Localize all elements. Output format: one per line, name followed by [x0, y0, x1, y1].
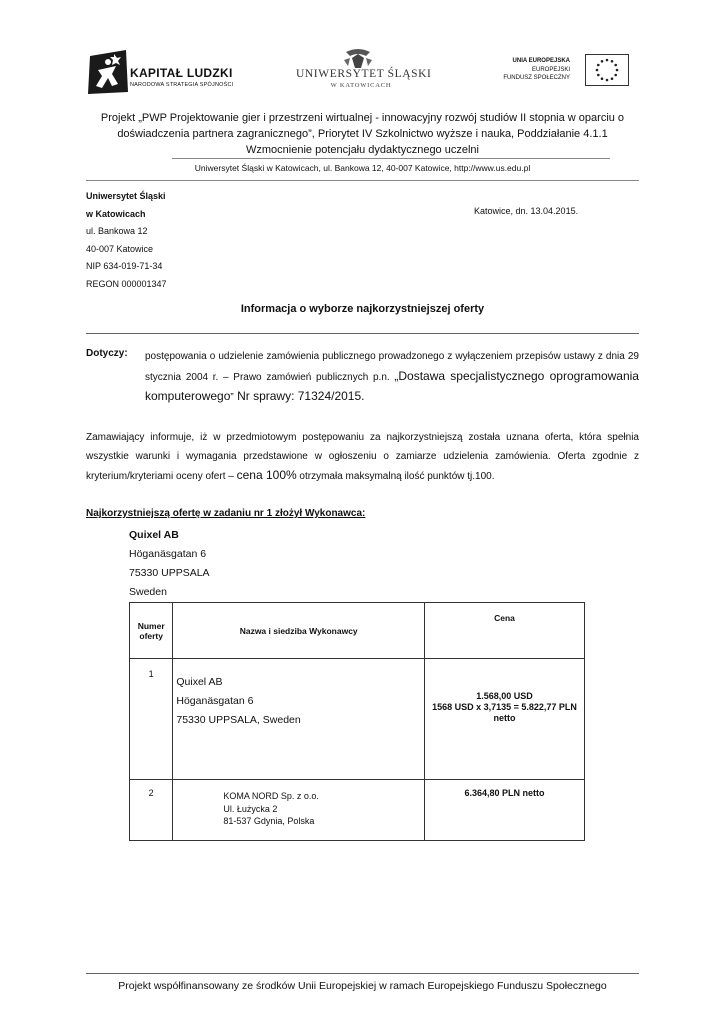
subject-title: „Dostawa specjalistycznego oprogramowania komputerowego: [145, 368, 639, 403]
university-emblem-icon: [338, 48, 378, 70]
university-city: W KATOWICACH: [330, 82, 392, 89]
row-price: [424, 659, 584, 780]
eu-fund-line1: EUROPEJSKI: [531, 67, 570, 73]
row-name-l2: Höganäsgatan 6: [176, 695, 254, 707]
row-name-l2: Ul. Łużycka 2: [223, 803, 278, 814]
offers-table: [129, 602, 585, 841]
document-date: Katowice, dn. 13.04.2015.: [474, 206, 579, 216]
row-price-l2: 1568 USD x 3,7135 = 5.822,77 PLN: [432, 702, 577, 712]
header-number-l1: Numer: [137, 620, 165, 631]
criterion: cena 100%: [236, 468, 297, 482]
row-price-l3: netto: [493, 713, 516, 723]
header-number-l2: oferty: [139, 630, 163, 641]
divider: [172, 158, 610, 159]
sender-street: ul. Bankowa 12: [86, 226, 148, 236]
table-header-row: [130, 603, 585, 659]
sender-postal: 40-007 Katowice: [86, 243, 154, 254]
sender-nip: NIP 634-019-71-34: [86, 261, 163, 271]
divider: [86, 973, 639, 974]
row-price: 6.364,80 PLN netto: [424, 780, 584, 841]
winner-city: 75330 UPPSALA: [129, 567, 210, 579]
winner-street: Höganäsgatan 6: [129, 548, 207, 560]
project-line-3: Wzmocnienie potencjału dydaktycznego uczelni: [246, 144, 479, 156]
paragraph-text-a: Zamawiający informuje, iż w przedmiotowym postępowaniu za najkorzystniejszą została uznana oferta, która spełnia wszystkie warunki i wymagania przedstawione w ogłoszeniu o zamiarze udzielenia zamówienia. Oferta zgodnie z kryterium/kryteriami oceny ofert –: [86, 432, 639, 482]
info-paragraph: [86, 429, 639, 487]
subject-quote: ”: [230, 392, 234, 403]
winner-heading: Najkorzystniejszą ofertę w zadaniu nr 1 złożył Wykonawca:: [86, 508, 366, 519]
table-row: [130, 659, 585, 780]
subject-label: Dotyczy:: [86, 348, 128, 359]
sender-name: Uniwersytet Śląski: [86, 191, 166, 201]
eu-flag-icon: [585, 54, 629, 86]
winner-block: [129, 526, 210, 602]
university-name: UNIWERSYTET ŚLĄSKI: [296, 68, 432, 80]
address-bar: Uniwersytet Śląski w Katowicach, ul. Bankowa 12, 40-007 Katowice, http://www.us.edu.pl: [194, 163, 531, 173]
row-name-l1: KOMA NORD Sp. z o.o.: [223, 791, 319, 801]
case-number: Nr sprawy: 71324/2015.: [233, 389, 365, 403]
table-row: [130, 780, 585, 841]
eu-title: UNIA EUROPEJSKA: [512, 58, 570, 64]
subject-text-a: postępowania o udzielenie zamówienia publicznego prowadzonego z wyłączeniem przepisów ustawy z dnia 29 stycznia 2004 r. – Prawo zamówień publicznych p.n.: [145, 351, 639, 383]
subject-text: [145, 347, 639, 408]
project-description: [90, 110, 635, 158]
kapital-ludzki-subtitle: NARODOWA STRATEGIA SPÓJNOŚCI: [130, 82, 234, 88]
winner-country: Sweden: [129, 586, 167, 598]
divider: [86, 333, 639, 334]
sender-block: [86, 188, 167, 293]
kapital-ludzki-title: KAPITAŁ LUDZKI: [130, 66, 233, 80]
row-name-l1: Quixel AB: [176, 676, 223, 688]
divider: [86, 180, 639, 181]
footer-text: Projekt współfinansowany ze środków Unii Europejskiej w ramach Europejskiego Funduszu Społecznego: [118, 980, 607, 992]
document-title: Informacja o wyborze najkorzystniejszej oferty: [240, 303, 485, 315]
row-name-l3: 81-537 Gdynia, Polska: [223, 816, 315, 826]
row-name-l3: 75330 UPPSALA, Sweden: [176, 714, 301, 726]
project-line-1: Projekt „PWP Projektowanie gier i przestrzeni wirtualnej - innowacyjny rozwój studiów II stopnia w oparciu o: [100, 112, 625, 124]
sender-city-name: w Katowicach: [86, 208, 146, 219]
row-number: 1: [130, 659, 173, 780]
sender-regon: REGON 000001347: [86, 278, 167, 289]
winner-name: Quixel AB: [129, 529, 179, 541]
row-name: [173, 780, 425, 841]
project-line-2: doświadczenia partnera zagranicznego”, Priorytet IV Szkolnictwo wyższe i nauka, Poddziałanie 4.1.1: [117, 128, 608, 140]
header-price: Cena: [424, 603, 584, 659]
header-number: [130, 603, 173, 659]
eu-fund-line2: FUNDUSZ SPOŁECZNY: [503, 75, 570, 81]
paragraph-text-c: otrzymała maksymalną ilość punktów tj.100.: [296, 471, 495, 482]
row-name: [173, 659, 425, 780]
header-name: Nazwa i siedziba Wykonawcy: [173, 603, 425, 659]
row-price-l1: 1.568,00 USD: [476, 691, 533, 701]
row-number: 2: [130, 780, 173, 841]
